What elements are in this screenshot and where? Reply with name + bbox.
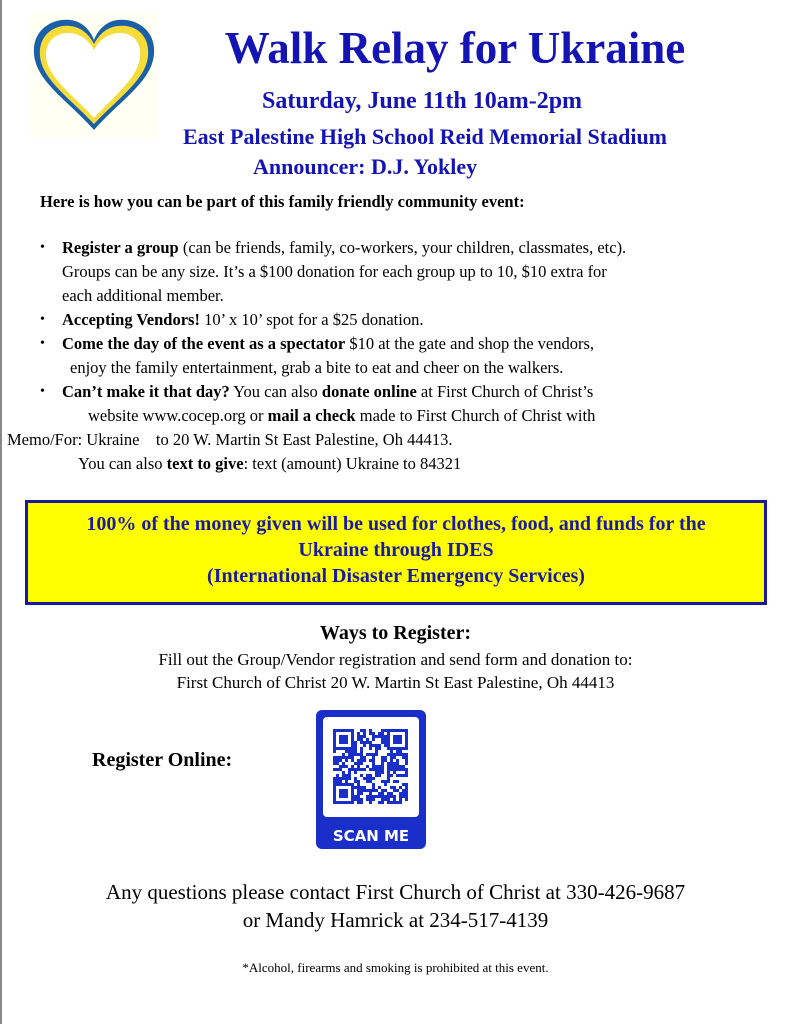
bold-text: Accepting Vendors! [62, 310, 200, 329]
contact-line: or Mandy Hamrick at 234-517-4139 [242, 908, 549, 932]
list-item [40, 380, 770, 404]
scan-me-label: SCAN ME [332, 827, 410, 845]
text: at First Church of Christ’s [416, 382, 594, 401]
contact-line: Any questions please contact First Church of Christ at 330-426-9687 [105, 880, 686, 904]
event-date: Saturday, June 11th 10am-2pm [262, 88, 583, 114]
register-instructions: Fill out the Group/Vendor registration and send form and donation to: [158, 650, 633, 669]
text: (can be friends, family, co-workers, your children, classmates, etc). [178, 238, 627, 257]
bold-text: text to give [166, 454, 244, 473]
highlight-line: Ukraine through IDES [298, 539, 494, 561]
text: website www.cocep.org or [88, 406, 268, 425]
intro-text: Here is how you can be part of this family friendly community event: [40, 192, 525, 211]
text: Groups can be any size. It’s a $100 donation for each group up to 10, $10 extra for [62, 262, 607, 281]
text: enjoy the family entertainment, grab a bite to eat and cheer on the walkers. [70, 358, 564, 377]
text: : text (amount) Ukraine to 84321 [243, 454, 462, 473]
text: You can also [229, 382, 322, 401]
highlight-box [25, 500, 767, 605]
text: 10’ x 10’ spot for a $25 donation. [199, 310, 424, 329]
register-online-label: Register Online: [92, 749, 233, 771]
register-address: First Church of Christ 20 W. Martin St East Palestine, Oh 44413 [176, 673, 615, 692]
event-location: East Palestine High School Reid Memorial Stadium [183, 124, 667, 149]
bold-text: mail a check [267, 406, 356, 425]
list-item [40, 308, 770, 332]
bold-text: Can’t make it that day? [62, 382, 230, 401]
page-title: Walk Relay for Ukraine [224, 23, 686, 73]
participation-list [7, 236, 770, 476]
list-continuation [40, 404, 770, 428]
register-heading: Ways to Register: [319, 622, 472, 644]
page-edge [0, 0, 2, 1024]
text: You can also [78, 454, 167, 473]
highlight-line: 100% of the money given will be used for clothes, food, and funds for the [86, 513, 706, 535]
bold-text: Register a group [62, 238, 179, 257]
event-announcer: Announcer: D.J. Yokley [253, 154, 478, 179]
list-item [40, 332, 770, 380]
list-item [40, 236, 770, 308]
text: made to First Church of Christ with [355, 406, 596, 425]
footnote: *Alcohol, firearms and smoking is prohibited at this event. [242, 960, 549, 975]
list-continuation: Memo/For: Ukraine to 20 W. Martin St East Palestine, Oh 44413. [7, 430, 453, 449]
list-continuation [40, 452, 770, 476]
ukraine-heart-logo [30, 12, 158, 137]
bold-text: donate online [321, 382, 417, 401]
text: $10 at the gate and shop the vendors, [345, 334, 595, 353]
qr-code[interactable] [316, 710, 426, 849]
bold-text: Come the day of the event as a spectator [62, 334, 346, 353]
qr-code-matrix [323, 717, 419, 817]
highlight-line: (International Disaster Emergency Services) [207, 565, 585, 587]
text: each additional member. [62, 286, 224, 305]
